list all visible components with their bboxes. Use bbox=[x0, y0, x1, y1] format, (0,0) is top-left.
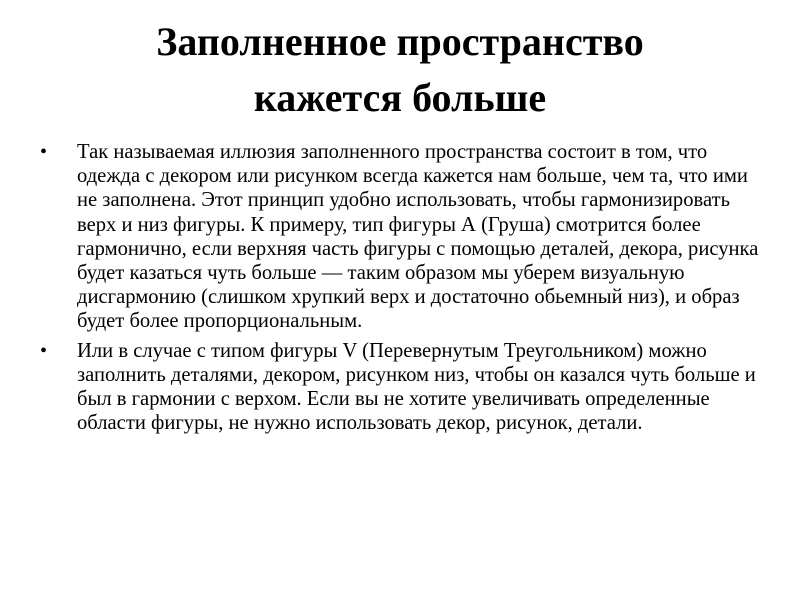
bullet-icon: • bbox=[40, 141, 48, 163]
slide-title bbox=[60, 14, 740, 126]
slide-title-line-1: Заполненное пространство bbox=[156, 19, 644, 64]
bullet-text: Или в случае с типом фигуры V (Перевернутым Треугольником) можно заполнить деталями, декором, рисунком низ, чтобы он казался чуть больше и был в гармонии с верхом. Если вы не хотите увеличивать определенные области фигуры, не нужно использовать декор, рисунок, детали. bbox=[77, 339, 756, 435]
bullet-item-2 bbox=[40, 339, 768, 436]
slide-title-line-2: кажется больше bbox=[253, 75, 547, 120]
bullet-icon: • bbox=[40, 339, 48, 362]
bullet-item-1 bbox=[40, 140, 768, 334]
bullet-list bbox=[40, 140, 768, 440]
bullet-text: Так называемая иллюзия заполненного пространства состоит в том, что одежда с декором или рисунком всегда кажется нам больше, чем та, что ими не заполнена. Этот принцип удобно использовать, чтобы гармонизировать верх и низ фигуры. К примеру, тип фигуры А (Груша) смотрится более гармонично, если верхняя часть фигуры с помощью деталей, декора, рисунка будет казаться чуть больше — таким образом мы уберем визуальную дисгармонию (слишком хрупкий верх и достаточно обьемный низ), и образ будет более пропорциональным. bbox=[77, 141, 759, 333]
